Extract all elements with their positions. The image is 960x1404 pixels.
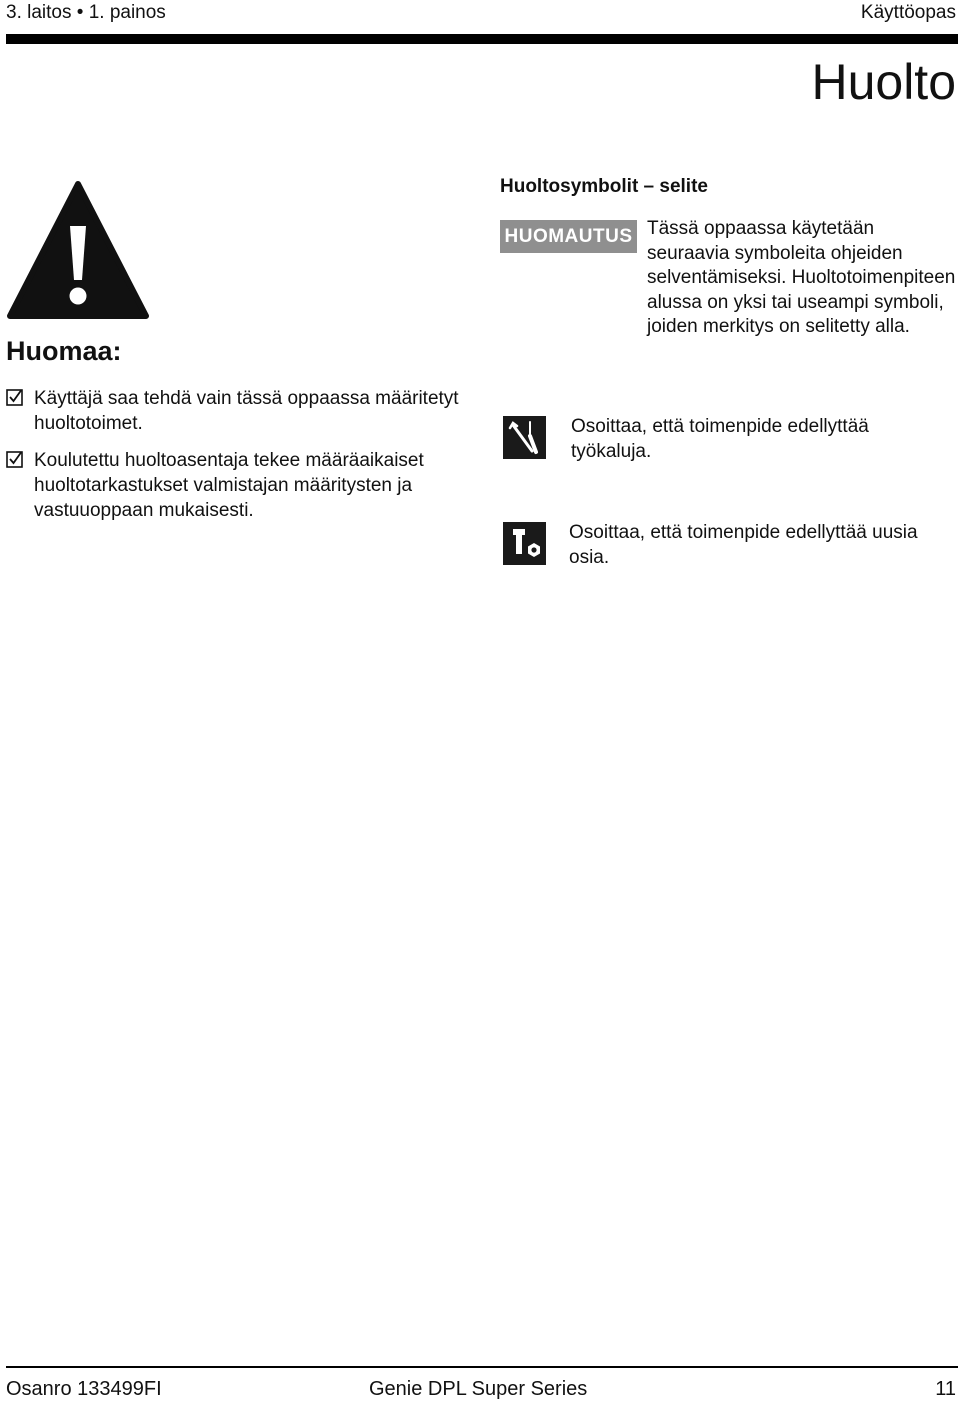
product-name: Genie DPL Super Series (369, 1378, 588, 1400)
checkbox-checked-icon (6, 389, 23, 406)
notice-badge: HUOMAUTUS (500, 220, 637, 253)
warning-triangle-icon (6, 178, 150, 322)
new-parts-symbol-text: Osoittaa, että toimenpide edellyttää uusia osia. (569, 522, 918, 568)
caution-heading: Huomaa: (6, 336, 122, 366)
new-parts-icon (503, 522, 546, 565)
caution-list (6, 386, 466, 535)
manual-label: Käyttöopas (860, 2, 956, 23)
footer-rule (6, 1366, 958, 1368)
list-item (6, 386, 466, 436)
list-item (6, 448, 466, 523)
section-title: Huolto (811, 54, 956, 110)
caution-item-text: Käyttäjä saa tehdä vain tässä oppaassa määritetyt huoltotoimet. (34, 388, 459, 434)
header-rule (6, 34, 958, 44)
checkbox-checked-icon (6, 451, 23, 468)
page-number: 11 (935, 1378, 956, 1400)
part-number: Osanro 133499FI (6, 1378, 162, 1400)
legend-title: Huoltosymbolit – selite (500, 176, 708, 197)
caution-item-text: Koulutettu huoltoasentaja tekee määräaikaiset huoltotarkastukset valmistajan määritysten ja vastuuoppaan mukaisesti. (34, 450, 424, 521)
notice-text: Tässä oppaassa käytetään seuraavia symboleita ohjeiden selventämiseksi. Huoltotoimenpiteen alussa on yksi tai useampi symboli, joiden merkitys on selitetty alla. (647, 218, 956, 338)
tools-symbol-text: Osoittaa, että toimenpide edellyttää työkaluja. (571, 416, 869, 462)
edition-label: 3. laitos • 1. painos (6, 2, 166, 23)
tools-icon (503, 416, 546, 459)
